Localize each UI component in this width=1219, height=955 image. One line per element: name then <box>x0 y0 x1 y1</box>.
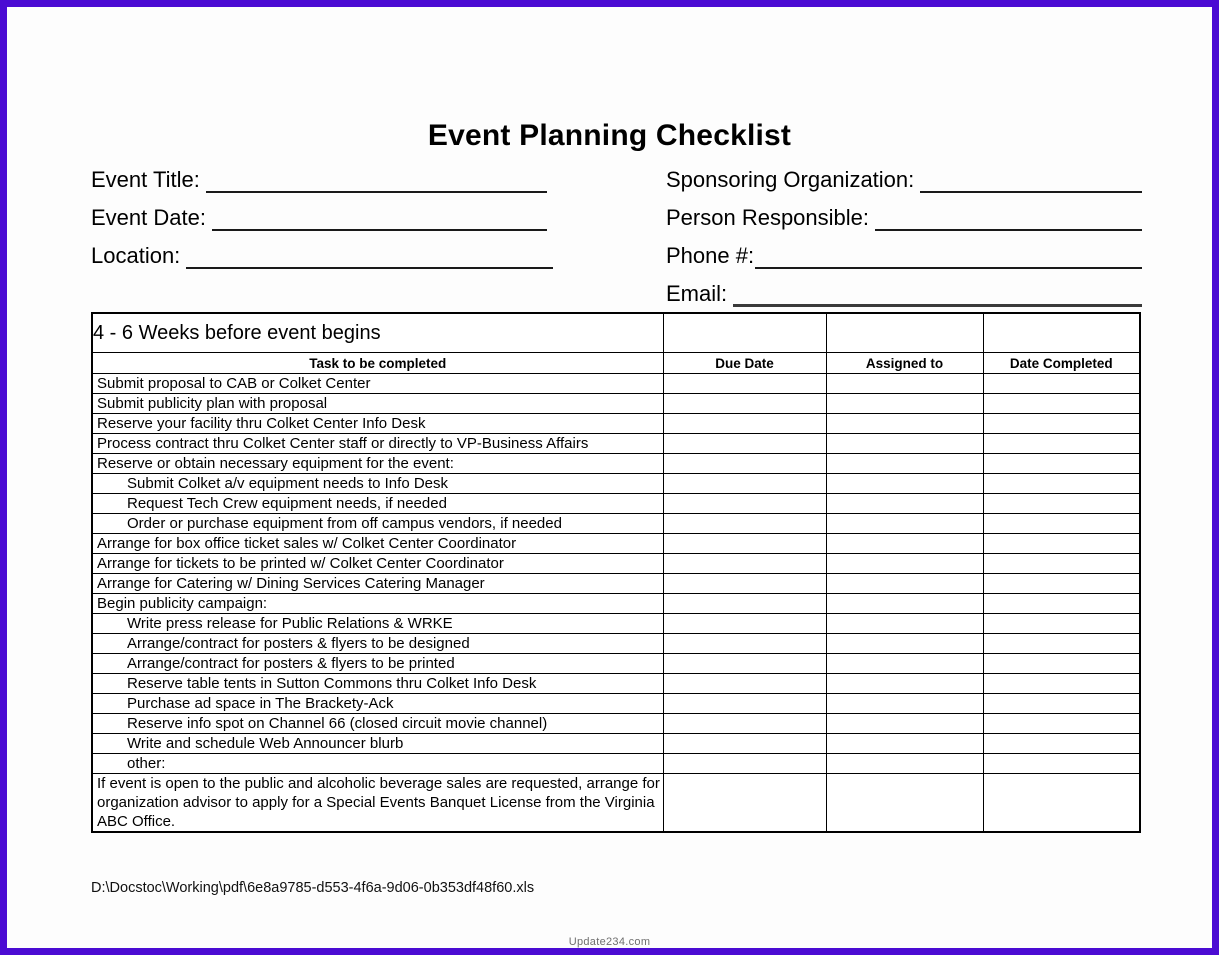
event-date-label: Event Date: <box>91 205 206 230</box>
column-header-assigned-to: Assigned to <box>826 353 983 374</box>
date-completed-cell[interactable] <box>983 754 1140 774</box>
table-row <box>92 574 1140 594</box>
task-cell: Reserve info spot on Channel 66 (closed circuit movie channel) <box>92 714 663 734</box>
phone-label: Phone #: <box>666 243 755 268</box>
event-title-input[interactable] <box>206 169 547 193</box>
due-date-cell[interactable] <box>663 734 826 754</box>
sponsoring-organization-input[interactable] <box>920 169 1142 193</box>
table-row <box>92 514 1140 534</box>
email-field[interactable] <box>666 281 1142 307</box>
event-date-input[interactable] <box>212 207 547 231</box>
due-date-cell[interactable] <box>663 494 826 514</box>
date-completed-cell[interactable] <box>983 494 1140 514</box>
table-row <box>92 534 1140 554</box>
task-cell: Submit proposal to CAB or Colket Center <box>92 374 663 394</box>
task-cell: Reserve table tents in Sutton Commons thru Colket Info Desk <box>92 674 663 694</box>
due-date-cell[interactable] <box>663 534 826 554</box>
date-completed-cell[interactable] <box>983 574 1140 594</box>
table-row <box>92 774 1140 833</box>
column-header-due-date: Due Date <box>663 353 826 374</box>
person-responsible-label: Person Responsible: <box>666 205 870 230</box>
assigned-to-cell[interactable] <box>826 374 983 394</box>
due-date-cell[interactable] <box>663 574 826 594</box>
page-title: Event Planning Checklist <box>427 119 792 152</box>
file-path-footer: D:\Docstoc\Working\pdf\6e8a9785-d553-4f6a-9d06-0b353df48f60.xls <box>91 880 535 896</box>
table-row <box>92 714 1140 734</box>
due-date-cell[interactable] <box>663 374 826 394</box>
due-date-cell[interactable] <box>663 414 826 434</box>
date-completed-cell[interactable] <box>983 614 1140 634</box>
table-row <box>92 734 1140 754</box>
sponsoring-organization-field[interactable] <box>666 167 1142 193</box>
assigned-to-cell[interactable] <box>826 654 983 674</box>
due-date-cell[interactable] <box>663 694 826 714</box>
due-date-cell[interactable] <box>663 434 826 454</box>
date-completed-cell[interactable] <box>983 734 1140 754</box>
date-completed-cell[interactable] <box>983 654 1140 674</box>
due-date-cell[interactable] <box>663 594 826 614</box>
due-date-cell[interactable] <box>663 674 826 694</box>
task-cell: Arrange/contract for posters & flyers to be printed <box>92 654 663 674</box>
task-cell: Purchase ad space in The Brackety-Ack <box>92 694 663 714</box>
due-date-cell[interactable] <box>663 614 826 634</box>
task-cell: Order or purchase equipment from off campus vendors, if needed <box>92 514 663 534</box>
date-completed-cell[interactable] <box>983 774 1140 833</box>
due-date-cell[interactable] <box>663 474 826 494</box>
task-cell: Arrange for tickets to be printed w/ Colket Center Coordinator <box>92 554 663 574</box>
task-cell: Begin publicity campaign: <box>92 594 663 614</box>
location-label: Location: <box>91 243 181 268</box>
due-date-cell[interactable] <box>663 394 826 414</box>
date-completed-cell[interactable] <box>983 534 1140 554</box>
column-header-date-completed: Date Completed <box>983 353 1140 374</box>
table-row <box>92 494 1140 514</box>
task-cell: Reserve your facility thru Colket Center Info Desk <box>92 414 663 434</box>
checklist-body <box>92 313 1140 832</box>
assigned-to-cell[interactable] <box>826 714 983 734</box>
table-row <box>92 394 1140 414</box>
due-date-cell[interactable] <box>663 654 826 674</box>
task-cell: Arrange for box office ticket sales w/ Colket Center Coordinator <box>92 534 663 554</box>
column-header-row <box>92 353 1140 374</box>
assigned-to-cell[interactable] <box>826 554 983 574</box>
person-responsible-input[interactable] <box>875 207 1142 231</box>
task-cell: Write press release for Public Relations & WRKE <box>92 614 663 634</box>
task-cell: Reserve or obtain necessary equipment for the event: <box>92 454 663 474</box>
table-row <box>92 374 1140 394</box>
table-row <box>92 434 1140 454</box>
due-date-cell[interactable] <box>663 554 826 574</box>
assigned-to-cell[interactable] <box>826 754 983 774</box>
table-row <box>92 694 1140 714</box>
table-row <box>92 454 1140 474</box>
assigned-to-cell[interactable] <box>826 694 983 714</box>
column-header-task: Task to be completed <box>92 353 663 374</box>
date-completed-cell[interactable] <box>983 554 1140 574</box>
task-cell: Process contract thru Colket Center staff or directly to VP-Business Affairs <box>92 434 663 454</box>
email-label: Email: <box>666 281 728 306</box>
assigned-to-cell[interactable] <box>826 514 983 534</box>
phone-input[interactable] <box>755 245 1142 269</box>
task-cell: Write and schedule Web Announcer blurb <box>92 734 663 754</box>
due-date-cell[interactable] <box>663 774 826 833</box>
section-header-row <box>92 313 1140 353</box>
assigned-to-cell[interactable] <box>826 394 983 414</box>
event-title-label: Event Title: <box>91 167 200 192</box>
assigned-to-cell[interactable] <box>826 494 983 514</box>
task-cell: Arrange/contract for posters & flyers to be designed <box>92 634 663 654</box>
assigned-to-cell[interactable] <box>826 414 983 434</box>
assigned-to-cell[interactable] <box>826 534 983 554</box>
assigned-to-cell[interactable] <box>826 734 983 754</box>
table-row <box>92 474 1140 494</box>
task-cell: Submit publicity plan with proposal <box>92 394 663 414</box>
assigned-to-cell[interactable] <box>826 434 983 454</box>
date-completed-cell[interactable] <box>983 694 1140 714</box>
due-date-cell[interactable] <box>663 454 826 474</box>
section-completed-cell[interactable] <box>983 313 1140 353</box>
date-completed-cell[interactable] <box>983 514 1140 534</box>
table-row <box>92 634 1140 654</box>
assigned-to-cell[interactable] <box>826 674 983 694</box>
table-row <box>92 414 1140 434</box>
assigned-to-cell[interactable] <box>826 454 983 474</box>
date-completed-cell[interactable] <box>983 674 1140 694</box>
sponsoring-organization-label: Sponsoring Organization: <box>666 167 915 192</box>
section-assigned-cell[interactable] <box>826 313 983 353</box>
watermark: Update234.com <box>568 936 651 948</box>
section-title: 4 - 6 Weeks before event begins <box>92 313 663 353</box>
phone-field[interactable] <box>666 243 1142 269</box>
task-cell: If event is open to the public and alcoholic beverage sales are requested, arrange for organization advisor to apply for a Special Events Banquet License from the Virginia ABC Office. <box>92 774 663 833</box>
section-due-cell[interactable] <box>663 313 826 353</box>
assigned-to-cell[interactable] <box>826 614 983 634</box>
location-input[interactable] <box>186 245 553 269</box>
event-title-field[interactable] <box>91 167 547 193</box>
table-row <box>92 674 1140 694</box>
date-completed-cell[interactable] <box>983 414 1140 434</box>
due-date-cell[interactable] <box>663 754 826 774</box>
task-cell: Submit Colket a/v equipment needs to Info Desk <box>92 474 663 494</box>
table-row <box>92 614 1140 634</box>
task-cell: Request Tech Crew equipment needs, if needed <box>92 494 663 514</box>
date-completed-cell[interactable] <box>983 374 1140 394</box>
header-form <box>7 165 1212 305</box>
task-cell: other: <box>92 754 663 774</box>
table-row <box>92 594 1140 614</box>
date-completed-cell[interactable] <box>983 594 1140 614</box>
assigned-to-cell[interactable] <box>826 634 983 654</box>
event-date-field[interactable] <box>91 205 547 231</box>
date-completed-cell[interactable] <box>983 394 1140 414</box>
due-date-cell[interactable] <box>663 634 826 654</box>
date-completed-cell[interactable] <box>983 434 1140 454</box>
date-completed-cell[interactable] <box>983 454 1140 474</box>
table-row <box>92 554 1140 574</box>
assigned-to-cell[interactable] <box>826 774 983 833</box>
date-completed-cell[interactable] <box>983 634 1140 654</box>
spreadsheet-sheet <box>7 7 1212 948</box>
assigned-to-cell[interactable] <box>826 574 983 594</box>
assigned-to-cell[interactable] <box>826 594 983 614</box>
due-date-cell[interactable] <box>663 714 826 734</box>
due-date-cell[interactable] <box>663 514 826 534</box>
date-completed-cell[interactable] <box>983 714 1140 734</box>
assigned-to-cell[interactable] <box>826 474 983 494</box>
table-row <box>92 754 1140 774</box>
location-field[interactable] <box>91 243 553 269</box>
task-cell: Arrange for Catering w/ Dining Services Catering Manager <box>92 574 663 594</box>
person-responsible-field[interactable] <box>666 205 1142 231</box>
checklist-table <box>91 312 1141 833</box>
email-input[interactable] <box>733 284 1142 307</box>
table-row <box>92 654 1140 674</box>
date-completed-cell[interactable] <box>983 474 1140 494</box>
